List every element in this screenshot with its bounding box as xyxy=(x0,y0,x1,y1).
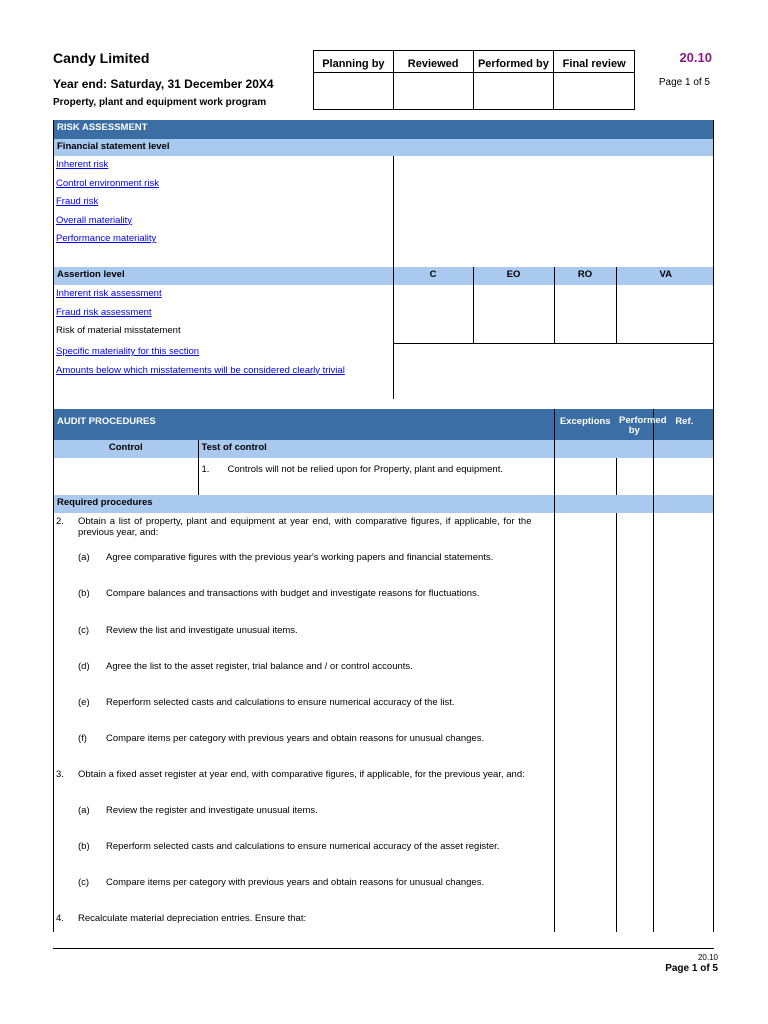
signoff-reviewed: Reviewed xyxy=(393,51,473,73)
cell-eo[interactable] xyxy=(473,285,554,343)
signoff-performed: Performed by xyxy=(473,51,554,73)
link-fraud-risk[interactable]: Fraud risk xyxy=(56,196,99,207)
col-va: VA xyxy=(616,267,714,285)
signoff-planning: Planning by xyxy=(314,51,394,73)
proc-3c-text: Compare items per category with previous years and obtain reasons for unusual changes. xyxy=(106,877,485,888)
proc-2f-text: Compare items per category with previous years and obtain reasons for unusual changes. xyxy=(106,733,485,744)
procedures-exceptions-column[interactable] xyxy=(554,513,616,932)
signoff-reviewed-cell[interactable] xyxy=(393,73,473,110)
control-header: Control xyxy=(108,442,143,453)
col-exceptions: Exceptions xyxy=(554,409,616,440)
footer-page: Page 1 of 5 xyxy=(665,963,718,974)
test-text: Controls will not be relied upon for Property, plant and equipment. xyxy=(227,464,503,475)
col-eo: EO xyxy=(473,267,554,285)
proc-2b-text: Compare balances and transactions with budget and investigate reasons for fluctuations. xyxy=(106,588,480,599)
test-performed-cell[interactable] xyxy=(616,458,653,495)
signoff-performed-cell[interactable] xyxy=(473,73,554,110)
proc-4-text: Recalculate material depreciation entries. Ensure that: xyxy=(78,913,307,924)
assertion-level-header: Assertion level xyxy=(57,269,125,280)
proc-3-text: Obtain a fixed asset register at year end, with comparative figures, if applicable, for the previous year, and: xyxy=(78,769,525,780)
signoff-final-cell[interactable] xyxy=(554,73,635,110)
proc-2d-label: (d) xyxy=(78,661,90,672)
signoff-final: Final review xyxy=(554,51,635,73)
signoff-planning-cell[interactable] xyxy=(314,73,394,110)
proc-2c-text: Review the list and investigate unusual items. xyxy=(106,624,298,636)
year-end: Year end: Saturday, 31 December 20X4 xyxy=(53,77,274,91)
proc-3b-text: Reperform selected casts and calculations to ensure numerical accuracy of the asset register. xyxy=(106,841,500,852)
link-performance-materiality[interactable]: Performance materiality xyxy=(56,233,157,244)
footer-ref: 20.10 xyxy=(697,953,718,962)
proc-2e-label: (e) xyxy=(78,697,90,708)
procedures-performed-column[interactable] xyxy=(616,513,653,932)
proc-2b-label: (b) xyxy=(78,588,90,599)
col-ro: RO xyxy=(554,267,616,285)
control-cell[interactable] xyxy=(54,458,198,495)
company-name: Candy Limited xyxy=(53,50,150,66)
fs-level-header: Financial statement level xyxy=(54,139,714,156)
work-program xyxy=(53,120,714,932)
col-ref: Ref. xyxy=(653,409,714,440)
cell-va[interactable] xyxy=(616,285,714,343)
required-procedures-header: Required procedures xyxy=(57,497,153,508)
program-title: Property, plant and equipment work program xyxy=(53,97,267,108)
risk-assessment-header: RISK ASSESSMENT xyxy=(54,120,714,139)
proc-2a-text: Agree comparative figures with the previous year's working papers and financial statements. xyxy=(106,552,494,563)
proc-3a-label: (a) xyxy=(78,805,90,816)
procedures-ref-column[interactable] xyxy=(653,513,714,932)
proc-2-text: Obtain a list of property, plant and equipment at year end, with comparative figures, if applicable, for the previous year, and: xyxy=(78,516,532,538)
proc-4-num: 4. xyxy=(56,913,64,924)
test-number: 1. xyxy=(201,464,210,475)
proc-2f-label: (f) xyxy=(78,733,87,744)
proc-3b-label: (b) xyxy=(78,841,90,852)
proc-3c-label: (c) xyxy=(78,877,90,888)
test-ref-cell[interactable] xyxy=(653,458,714,495)
link-specific-materiality[interactable]: Specific materiality for this section xyxy=(56,346,200,357)
audit-procedures-header: AUDIT PROCEDURES xyxy=(57,416,156,427)
proc-3-num: 3. xyxy=(56,769,64,780)
link-overall-materiality[interactable]: Overall materiality xyxy=(56,214,133,226)
test-exceptions-cell[interactable] xyxy=(554,458,616,495)
cell-ro[interactable] xyxy=(554,285,616,343)
link-inherent-risk[interactable]: Inherent risk xyxy=(56,159,109,170)
proc-3a-text: Review the register and investigate unusual items. xyxy=(106,805,318,816)
test-of-control-header: Test of control xyxy=(198,440,554,458)
reference-number: 20.10 xyxy=(679,50,712,65)
risk-material-misstatement: Risk of material misstatement xyxy=(56,325,181,336)
materiality-response[interactable] xyxy=(393,343,714,399)
fs-level-response[interactable] xyxy=(393,156,714,267)
link-inherent-risk-assessment[interactable]: Inherent risk assessment xyxy=(56,288,162,299)
link-control-environment-risk[interactable]: Control environment risk xyxy=(56,177,159,189)
signoff-table xyxy=(313,50,635,110)
cell-c[interactable] xyxy=(393,285,473,343)
proc-2e-text: Reperform selected casts and calculations to ensure numerical accuracy of the list. xyxy=(106,697,455,708)
proc-2c-label: (c) xyxy=(78,624,90,636)
proc-2-num: 2. xyxy=(56,516,64,527)
footer-rule xyxy=(53,948,714,949)
proc-2a-label: (a) xyxy=(78,552,90,563)
col-c: C xyxy=(393,267,473,285)
link-clearly-trivial[interactable]: Amounts below which misstatements will be considered clearly trivial xyxy=(56,364,345,376)
proc-2d-text: Agree the list to the asset register, trial balance and / or control accounts. xyxy=(106,661,413,672)
page-indicator: Page 1 of 5 xyxy=(658,77,710,88)
col-performed-by: Performed by xyxy=(619,415,667,436)
link-fraud-risk-assessment[interactable]: Fraud risk assessment xyxy=(56,306,152,318)
